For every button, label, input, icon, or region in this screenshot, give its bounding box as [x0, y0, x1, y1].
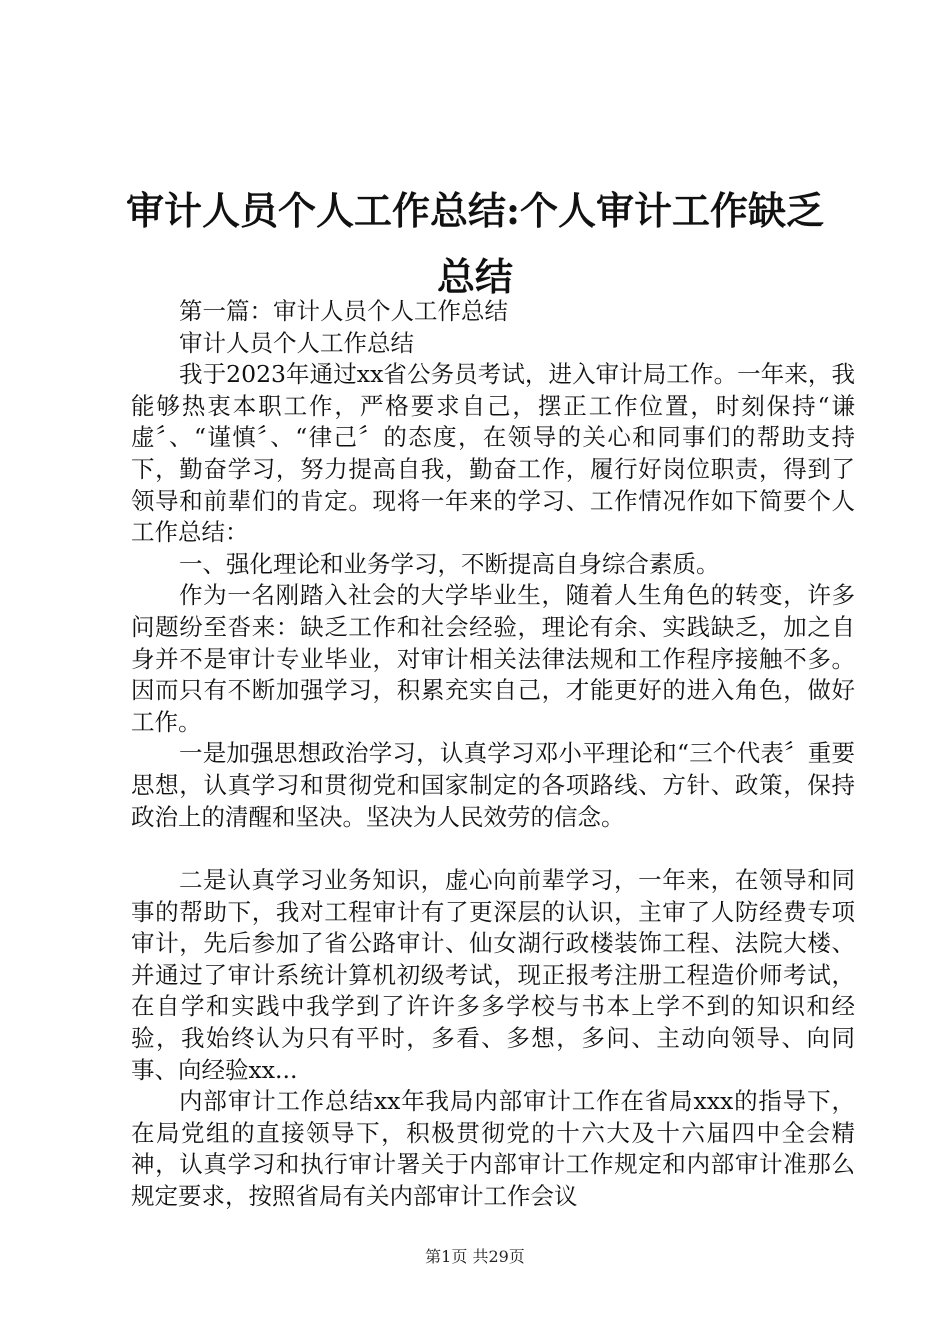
paragraph-point-1: 一、强化理论和业务学习，不断提高自身综合素质。 [179, 549, 720, 578]
document-title: 审计人员个人工作总结:个人审计工作缺乏总结 [125, 188, 825, 299]
paragraph-graduate: 作为一名刚踏入社会的大学毕业生，随着人生角色的转变，许多问题纷至沓来：缺乏工作和社会经验，理论有余、实践缺乏，加之自身并不是审计专业毕业，对审计相关法律法规和工作程序接触不多。因而只有不断加强学习，积累充实自己，才能更好的进入角色，做好工作。 [131, 581, 855, 736]
document-body [131, 296, 855, 1213]
subheading: 审计人员个人工作总结 [179, 328, 414, 357]
paragraph-political-study: 一是加强思想政治学习，认真学习邓小平理论和“三个代表〞重要思想，认真学习和贯彻党和国家制定的各项路线、方针、政策，保持政治上的清醒和坚决。坚决为人民效劳的信念。 [131, 739, 855, 831]
page-number-footer: 第1页 共29页 [425, 1247, 525, 1266]
paragraph-internal-audit: 内部审计工作总结xx年我局内部审计工作在省局xxx的指导下，在局党组的直接领导下，积极贯彻党的十六大及十六届四中全会精神，认真学习和执行审计署关于内部审计工作规定和内部审计准那么规定要求，按照省局有关内部审计工作会议 [131, 1087, 855, 1211]
section-heading: 第一篇：审计人员个人工作总结 [179, 297, 508, 325]
paragraph-business-study: 二是认真学习业务知识，虚心向前辈学习，一年来，在领导和同事的帮助下，我对工程审计有了更深层的认识，主审了人防经费专项审计，先后参加了省公路审计、仙女湖行政楼装饰工程、法院大楼、并通过了审计系统计算机初级考试，现正报考注册工程造价师考试，在自学和实践中我学到了许许多多学校与书本上学不到的知识和经验，我始终认为只有平时，多看、多想，多问、主动向领导、向同事、向经验xx... [131, 866, 855, 1084]
paragraph-intro: 我于2023年通过xx省公务员考试，进入审计局工作。一年来，我能够热衷本职工作，严格要求自己，摆正工作位置，时刻保持“谦虚〞、“谨慎〞、“律己〞的态度，在领导的关心和同事们的帮助支持下，勤奋学习，努力提高自我，勤奋工作，履行好岗位职责，得到了领导和前辈们的肯定。现将一年来的学习、工作情况作如下简要个人工作总结： [131, 360, 855, 547]
